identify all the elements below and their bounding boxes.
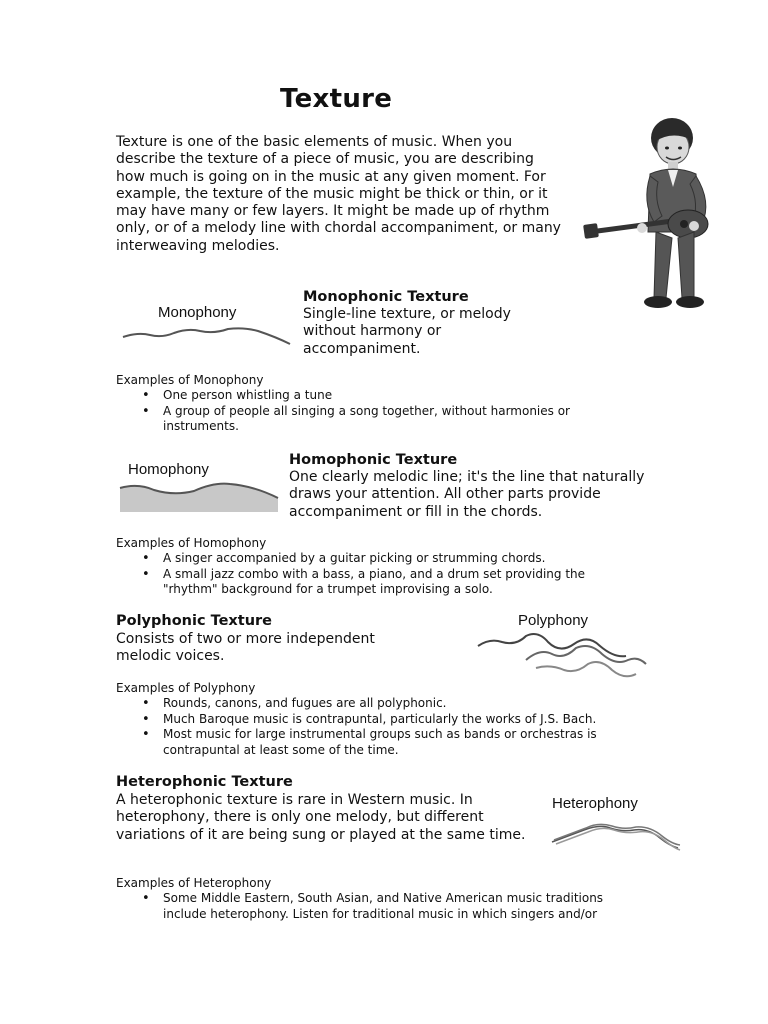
voice-line-2 <box>526 646 646 664</box>
homophony-examples-label: Examples of Homophony <box>116 536 267 550</box>
list-item: • A group of people all singing a song together, without harmonies or instruments. <box>116 404 636 435</box>
heterophonic-heading: Heterophonic Texture <box>116 774 293 790</box>
polyphony-figure-label: Polyphony <box>518 612 589 629</box>
list-item: • Much Baroque music is contrapuntal, particularly the works of J.S. Bach. <box>116 712 636 728</box>
polyphonic-description: Consists of two or more independent melodic voices. <box>116 631 375 665</box>
monophony-examples-label: Examples of Monophony <box>116 373 264 387</box>
monophony-figure-label: Monophony <box>158 304 237 321</box>
monophony-figure <box>118 298 294 354</box>
homophony-figure-label: Homophony <box>128 461 209 478</box>
polyphony-figure <box>476 608 652 688</box>
list-item: • One person whistling a tune <box>116 388 636 404</box>
polyphony-examples-label: Examples of Polyphony <box>116 681 256 695</box>
heterophony-figure <box>548 790 684 854</box>
list-item: • Rounds, canons, and fugues are all polyphonic. <box>116 696 636 712</box>
monophony-examples-list <box>116 388 636 435</box>
homophonic-heading: Homophonic Texture <box>289 452 458 468</box>
list-item: • A small jazz combo with a bass, a piano, and a drum set providing the "rhythm" background for a trumpet improvising a solo. <box>116 567 636 598</box>
heterophony-examples-list <box>116 891 646 922</box>
homophony-examples-list <box>116 551 636 598</box>
voice-line-3 <box>536 662 636 676</box>
heterophony-examples-label: Examples of Heterophony <box>116 876 272 890</box>
monophonic-description: Single-line texture, or melody without harmony or accompaniment. <box>303 306 511 357</box>
guitarist-illustration <box>580 112 720 322</box>
list-item: • Most music for large instrumental groups such as bands or orchestras is contrapuntal at least some of the time. <box>116 727 636 758</box>
homophonic-description: One clearly melodic line; it's the line that naturally draws your attention. All other parts provide accompaniment or fill in the chords. <box>289 469 645 520</box>
page-title: Texture <box>280 84 393 114</box>
melody-line <box>123 328 290 344</box>
heterophonic-description: A heterophonic texture is rare in Western music. In heterophony, there is only one melody, but different variations of it are being sung or played at the same time. <box>116 792 526 843</box>
monophonic-heading: Monophonic Texture <box>303 289 469 305</box>
list-item: • Some Middle Eastern, South Asian, and Native American music traditions include heterophony. Listen for traditional music in which singers and/or <box>116 891 646 922</box>
polyphonic-heading: Polyphonic Texture <box>116 613 273 629</box>
heterophony-figure-label: Heterophony <box>552 795 638 812</box>
polyphony-examples-list <box>116 696 636 758</box>
intro-paragraph: Texture is one of the basic elements of music. When you describe the texture of a piece of music, you are describing how much is going on in the music at any given moment. For example, the texture of the music might be thick or thin, or it may have many or few layers. It might be made up of rhythm only, or of a melody line with chordal accompaniment, or many interweaving melodies. <box>116 134 561 254</box>
list-item: • A singer accompanied by a guitar picking or strumming chords. <box>116 551 636 567</box>
homophony-figure <box>118 458 280 514</box>
